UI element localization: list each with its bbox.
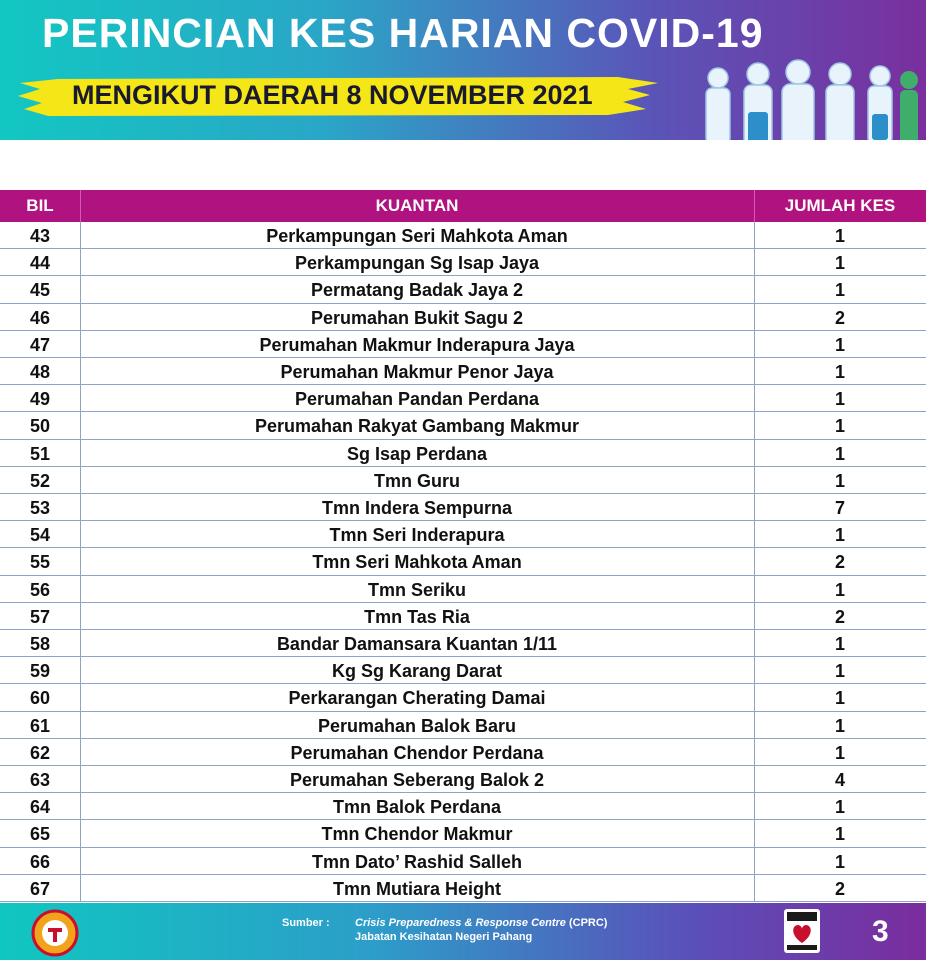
row-bil: 57 [29,606,51,627]
table-row [0,222,926,249]
table-row [0,276,926,303]
row-area: Perumahan Makmur Penor Jaya [280,362,554,382]
row-bil: 56 [29,579,51,600]
row-area: Permatang Badak Jaya 2 [310,280,524,301]
row-bil: 60 [29,688,51,709]
row-bil: 63 [29,770,51,790]
row-bil: 55 [29,552,51,573]
table-row [0,304,926,331]
table-row [0,684,926,711]
row-jumlah: 2 [834,606,845,627]
column-header-jumlah: JUMLAH KES [784,196,896,215]
row-jumlah: 1 [834,253,845,274]
row-bil: 65 [29,824,51,845]
table-row [0,412,926,439]
page-number: 3 [872,915,889,948]
source-org: Crisis Preparedness & Response Centre [355,917,566,929]
row-jumlah: 1 [834,715,845,736]
row-area: Tmn Seri Mahkota Aman [312,552,522,573]
row-area: Perumahan Pandan Perdana [294,389,540,410]
row-jumlah: 1 [834,470,845,491]
row-bil: 67 [29,878,51,899]
row-area: Tmn Balok Perdana [332,797,502,818]
row-area: Tmn Mutiara Height [332,878,501,899]
row-bil: 61 [29,715,51,736]
table-row [0,331,926,358]
table-row [0,249,926,276]
kita-jaga-kita-badge-icon [784,909,820,953]
row-bil: 54 [29,525,51,546]
row-bil: 51 [29,443,51,464]
row-jumlah: 4 [834,770,845,790]
row-jumlah: 1 [834,797,845,818]
table-row [0,521,926,548]
row-jumlah: 1 [834,661,845,682]
row-jumlah: 1 [834,443,845,464]
row-jumlah: 1 [834,416,845,437]
row-jumlah: 1 [834,634,845,654]
source-org-abbr: (CPRC) [565,917,608,929]
table-row [0,712,926,739]
row-bil: 43 [29,226,51,246]
table-row [0,630,926,657]
row-bil: 62 [29,742,51,763]
row-area: Tmn Seri Inderapura [329,525,505,546]
healthcare-workers-illustration [688,52,924,140]
table-header [0,190,926,222]
row-area: Tmn Chendor Makmur [321,824,513,845]
row-area: Kg Sg Karang Darat [331,661,503,682]
table-row [0,820,926,847]
table-row [0,848,926,875]
table-row [0,766,926,793]
row-bil: 66 [29,851,51,872]
row-jumlah: 2 [834,307,845,328]
row-jumlah: 1 [834,851,845,872]
row-bil: 45 [29,280,51,301]
row-area: Perumahan Rakyat Gambang Makmur [254,416,580,437]
row-jumlah: 1 [834,688,845,709]
header-banner [0,0,926,140]
page-subtitle: MENGIKUT DAERAH 8 NOVEMBER 2021 [72,80,593,110]
row-jumlah: 1 [834,742,845,763]
table-row [0,739,926,766]
row-area: Tmn Dato’ Rashid Salleh [311,851,523,872]
table-row [0,494,926,521]
row-area: Tmn Indera Sempurna [321,498,513,518]
row-bil: 58 [29,634,51,654]
row-jumlah: 1 [834,824,845,845]
table-row [0,467,926,494]
row-jumlah: 2 [834,552,845,573]
row-area: Sg Isap Perdana [346,443,488,464]
row-area: Tmn Seriku [367,579,467,600]
row-bil: 64 [29,797,51,818]
row-jumlah: 1 [834,525,845,546]
table-row [0,875,926,902]
table-row [0,793,926,820]
column-header-bil: BIL [26,196,54,215]
row-bil: 44 [29,253,51,274]
row-jumlah: 1 [834,362,845,382]
row-bil: 48 [29,362,51,382]
row-area: Perumahan Chendor Perdana [290,742,544,763]
source-line-2: Jabatan Kesihatan Negeri Pahang [355,931,533,943]
row-bil: 53 [29,498,51,518]
row-area: Perumahan Bukit Sagu 2 [310,307,524,328]
row-area: Perumahan Seberang Balok 2 [289,770,545,790]
row-jumlah: 1 [834,226,845,246]
table-row [0,576,926,603]
row-area: Perumahan Balok Baru [317,715,517,736]
row-bil: 52 [29,470,51,491]
row-bil: 49 [29,389,51,410]
table-row [0,385,926,412]
row-area: Tmn Guru [374,470,460,491]
row-jumlah: 1 [834,389,845,410]
row-area: Perumahan Makmur Inderapura Jaya [259,334,575,355]
table-row [0,548,926,575]
row-bil: 46 [29,307,51,328]
row-jumlah: 7 [834,498,845,518]
source-line-1 [355,917,607,929]
page-title: PERINCIAN KES HARIAN COVID-19 [42,10,764,56]
row-area: Perkampungan Sg Isap Jaya [294,253,540,274]
table-row [0,603,926,630]
row-area: Tmn Tas Ria [364,606,470,627]
row-bil: 59 [29,661,51,682]
table-row [0,358,926,385]
spacer-band [0,140,926,190]
footer-bar [0,903,926,960]
row-jumlah: 1 [834,280,845,301]
row-area: Perkampungan Seri Mahkota Aman [266,226,568,246]
row-jumlah: 1 [834,334,845,355]
row-area: Perkarangan Cherating Damai [288,688,546,709]
row-bil: 50 [29,416,51,437]
table-row [0,657,926,684]
row-jumlah: 1 [834,579,845,600]
row-jumlah: 2 [834,878,845,899]
jkn-logo-icon [26,908,84,958]
column-header-area: KUANTAN [375,196,459,215]
source-label: Sumber : [282,917,330,929]
row-area: Bandar Damansara Kuantan 1/11 [276,634,558,654]
table-row [0,440,926,467]
row-bil: 47 [29,334,51,355]
